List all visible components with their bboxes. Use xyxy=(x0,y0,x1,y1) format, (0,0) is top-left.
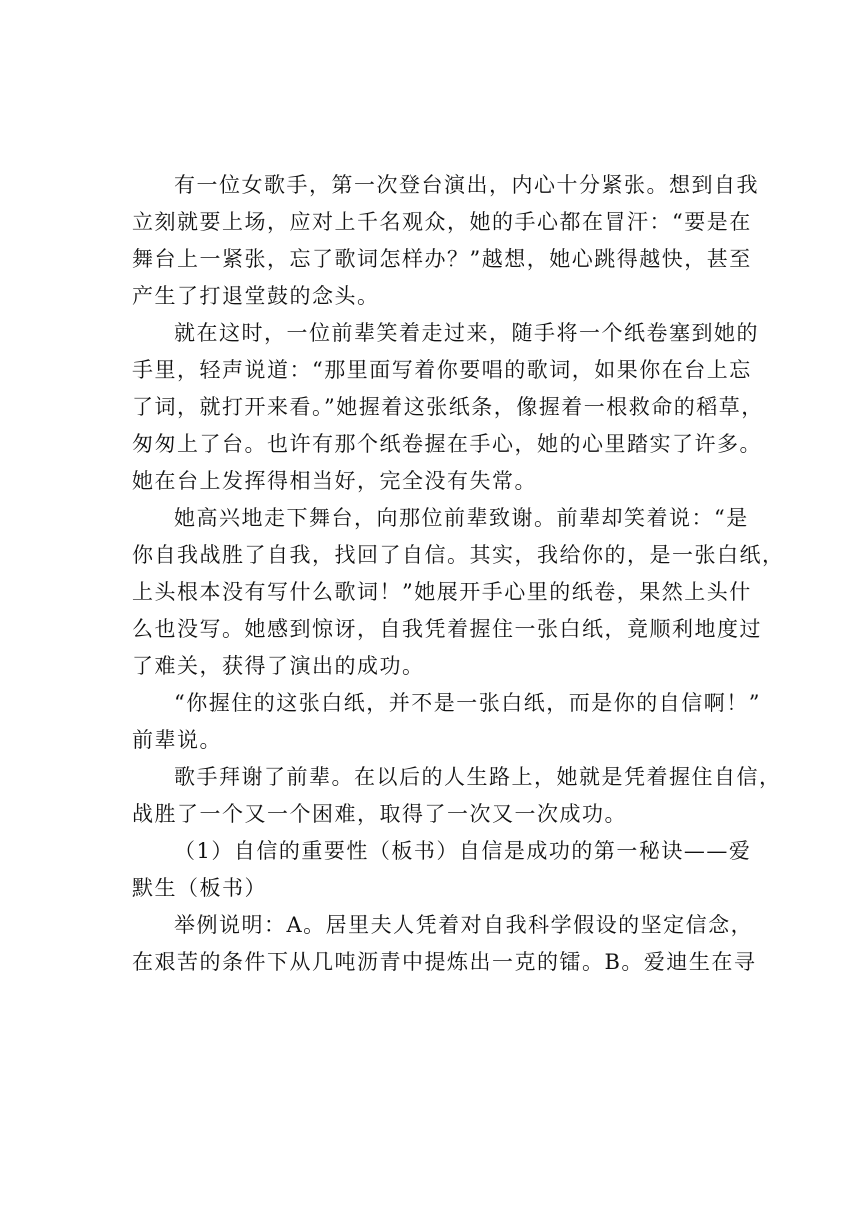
text-line: 前辈说。 xyxy=(132,728,222,752)
text-line: 在艰苦的条件下从几吨沥青中提炼出一克的镭。B。爱迪生在寻 xyxy=(132,950,757,974)
text-line: 匆匆上了台。也许有那个纸卷握在手心，她的心里踏实了许多。 xyxy=(132,432,762,456)
text-line: 她在台上发挥得相当好，完全没有失常。 xyxy=(132,469,537,493)
text-line: 她高兴地走下舞台，向那位前辈致谢。前辈却笑着说：“是 xyxy=(174,506,749,530)
text-line: （1）自信的重要性（板书）自信是成功的第一秘诀——爱 xyxy=(174,839,752,863)
text-line: 了难关，获得了演出的成功。 xyxy=(132,654,425,678)
text-line: 就在这时，一位前辈笑着走过来，随手将一个纸卷塞到她的 xyxy=(174,321,759,345)
text-line: 上头根本没有写什么歌词！”她展开手心里的纸卷，果然上头什 xyxy=(132,580,752,604)
text-line: 默生（板书） xyxy=(132,876,267,900)
text-line: 手里，轻声说道：“那里面写着你要唱的歌词，如果你在台上忘 xyxy=(132,358,752,382)
text-line: “你握住的这张白纸，并不是一张白纸，而是你的自信啊！” xyxy=(174,691,761,715)
text-line: 你自我战胜了自我，找回了自信。其实，我给你的，是一张白纸， xyxy=(132,543,785,567)
text-line: 了词，就打开来看。”她握着这张纸条，像握着一根救命的稻草， xyxy=(132,395,764,419)
text-line: 歌手拜谢了前辈。在以后的人生路上，她就是凭着握住自信， xyxy=(174,765,782,789)
text-line: 有一位女歌手，第一次登台演出，内心十分紧张。想到自我 xyxy=(174,173,759,197)
text-line: 立刻就要上场，应对上千名观众，她的手心都在冒汗：“要是在 xyxy=(132,210,752,234)
text-line: 么也没写。她感到惊讶，自我凭着握住一张白纸，竟顺利地度过 xyxy=(132,617,762,641)
text-line: 舞台上一紧张，忘了歌词怎样办？”越想，她心跳得越快，甚至 xyxy=(132,247,752,271)
text-line: 战胜了一个又一个困难，取得了一次又一次成功。 xyxy=(132,802,627,826)
text-line: 举例说明：A。居里夫人凭着对自我科学假设的坚定信念， xyxy=(174,913,754,937)
text-line: 产生了打退堂鼓的念头。 xyxy=(132,284,380,308)
